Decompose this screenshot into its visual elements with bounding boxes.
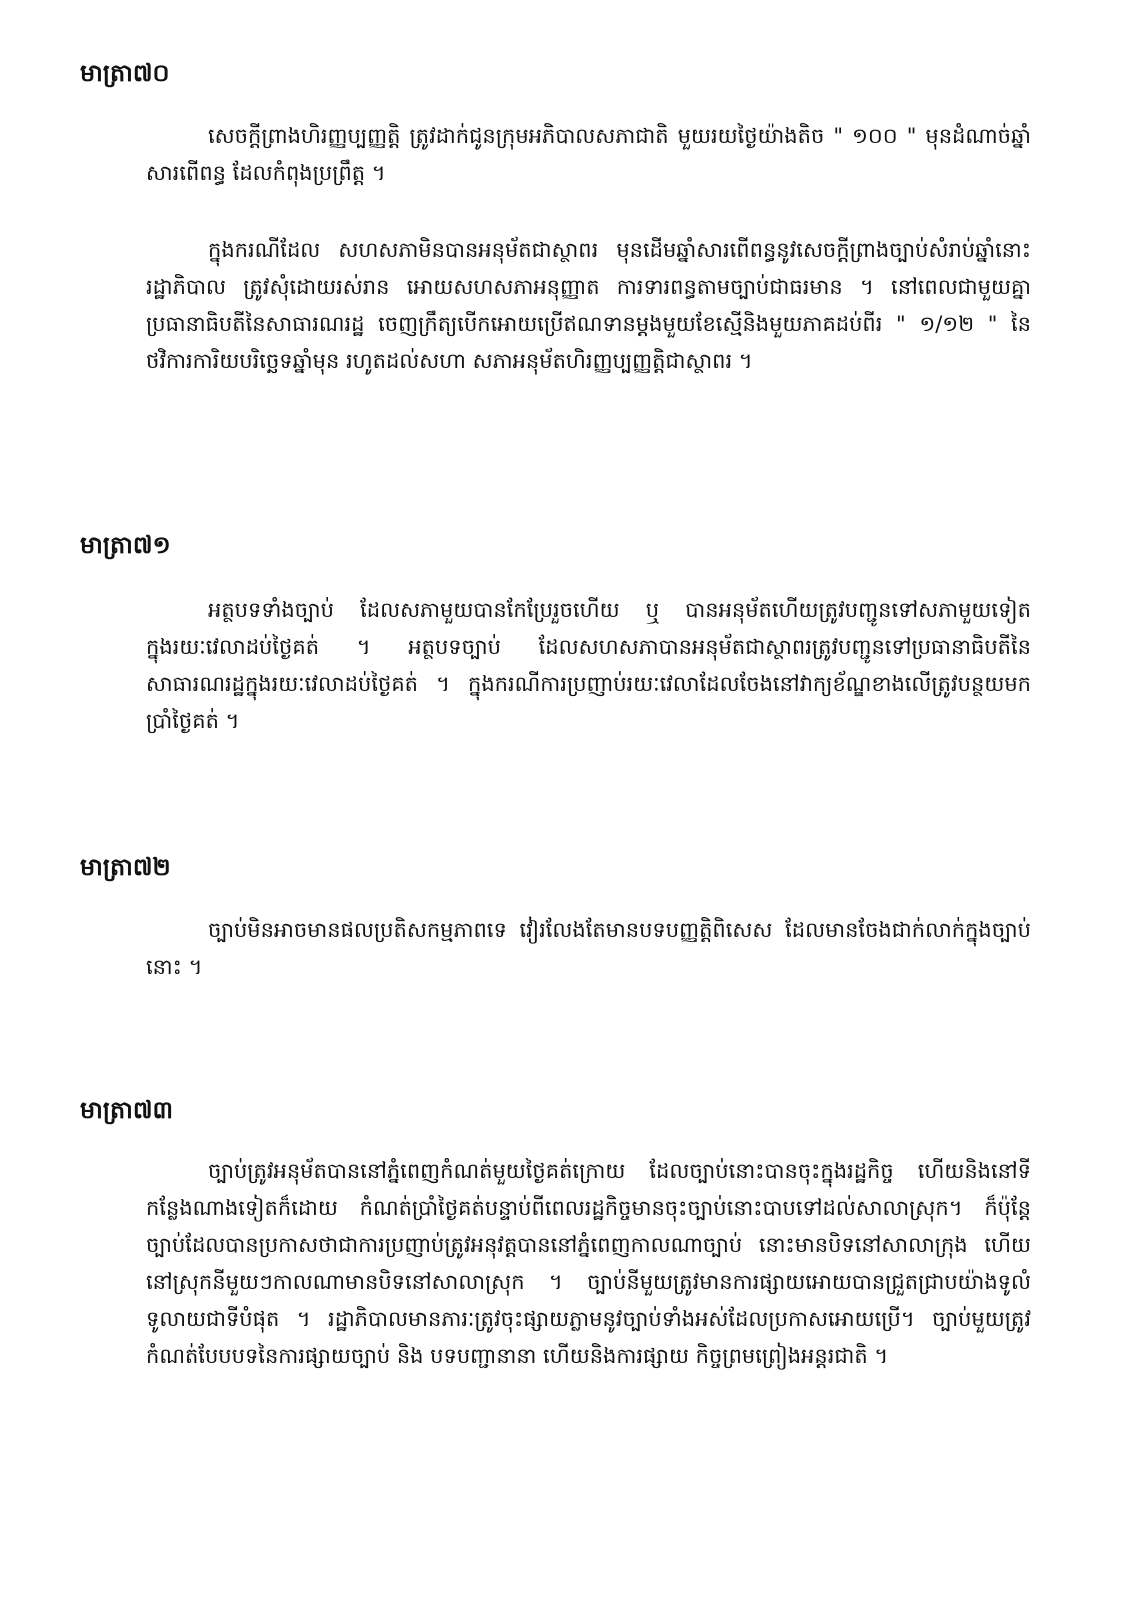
article-paragraph: ក្នុងករណីដែល សហសភាមិនបានអនុម័តជាស្ថាពរ មុនដើមឆ្នាំសារពើពន្ធនូវសេចក្ដីព្រាងច្បាប់សំរាប់ឆ្នាំនោះរដ្ឋាភិបាល ត្រូវសុំដោយរស់រាន អោយសហសភាអនុញ្ញាត ការទារពន្ធតាមច្បាប់ជាធរមាន ។ នៅពេលជាមួយគ្នា ប្រធានាធិបតីនៃសាធារណរដ្ឋ ចេញក្រឹត្យបើកអោយប្រើឥណទានម្ដងមួយខែស្មើនិងមួយភាគដប់ពីរ " ១/១២ " នៃថវិការការិយបរិច្ឆេទឆ្នាំមុន រហូតដល់សហា សភាអនុម័តហិរញ្ញប្បញ្ញត្តិជាស្ថាពរ ។ bbox=[146, 238, 1031, 373]
article-paragraph: សេចក្ដីព្រាងហិរញ្ញប្បញ្ញត្តិ ត្រូវដាក់ជូនក្រុមអភិបាលសភាជាតិ មួយរយថ្ងៃយ៉ាងតិច " ១០០ " មុនដំណាច់ឆ្នាំសារពើពន្ធ ដែលកំពុងប្រព្រឹត្ត ។ bbox=[146, 124, 1031, 185]
article-heading: មាត្រា៧២ bbox=[80, 853, 171, 881]
article-paragraph: ច្បាប់ត្រូវអនុម័តបាននៅភ្នំពេញកំណត់មួយថ្ងៃគត់ក្រោយ ដែលច្បាប់នោះបានចុះក្នុងរដ្ឋកិច្ច ហើយនិងនៅទីកន្លែងណាងទៀតក៏ដោយ កំណត់ប្រាំថ្ងៃគត់បន្ទាប់ពីពេលរដ្ឋកិច្ចមានចុះច្បាប់នោះបាបទៅដល់សាលាស្រុក។ ក៏ប៉ុន្តែ ច្បាប់ដែលបានប្រកាសថាជាការប្រញាប់ត្រូវអនុវត្តបាននៅភ្នំពេញកាលណាច្បាប់ នោះមានបិទនៅសាលាក្រុង ហើយនៅស្រុកនីមួយៗកាលណាមានបិទនៅសាលាស្រុក ។ ច្បាប់នីមួយត្រូវមានការផ្សាយអោយបានជ្រួតជ្រាបយ៉ាងទូលំទូលាយជាទីបំផុត ។ រដ្ឋាភិបាលមានភារៈត្រូវចុះផ្សាយភ្លាមនូវច្បាប់ទាំងអស់ដែលប្រកាសអោយប្រើ។ ច្បាប់មួយត្រូវកំណត់បែបបទនៃការផ្សាយច្បាប់ និង បទបញ្ជានានា ហើយនិងការផ្សាយ កិច្ចព្រមព្រៀងអន្តរជាតិ ។ bbox=[146, 1159, 1031, 1368]
article-paragraph: អត្ថបទទាំងច្បាប់ ដែលសភាមួយបានកែប្រែរួចហើយ ឬ បានអនុម័តហើយត្រូវបញ្ជូនទៅសភាមួយទៀតក្នុងរយៈវេលាដប់ថ្ងៃគត់ ។ អត្ថបទច្បាប់ ដែលសហសភាបានអនុម័តជាស្ថាពរត្រូវបញ្ជូនទៅប្រធានាធិបតីនៃសាធារណរដ្ឋក្នុងរយៈវេលាដប់ថ្ងៃគត់ ។ ក្នុងករណីការប្រញាប់រយៈវេលាដែលចែងនៅវាក្យខ័ណ្ឌខាងលើត្រូវបន្ថយមកប្រាំថ្ងៃគត់ ។ bbox=[146, 598, 1031, 733]
article-heading: មាត្រា៧០ bbox=[80, 59, 170, 87]
article-heading: មាត្រា៧១ bbox=[80, 531, 171, 559]
article-paragraph: ច្បាប់មិនអាចមានផលប្រតិសកម្មភាពទេ វៀរលែងតែមានបទបញ្ញត្តិពិសេស ដែលមានចែងជាក់លាក់ក្នុងច្បាប់នោះ ។ bbox=[146, 918, 1031, 979]
article-heading: មាត្រា៧៣ bbox=[80, 1096, 174, 1124]
